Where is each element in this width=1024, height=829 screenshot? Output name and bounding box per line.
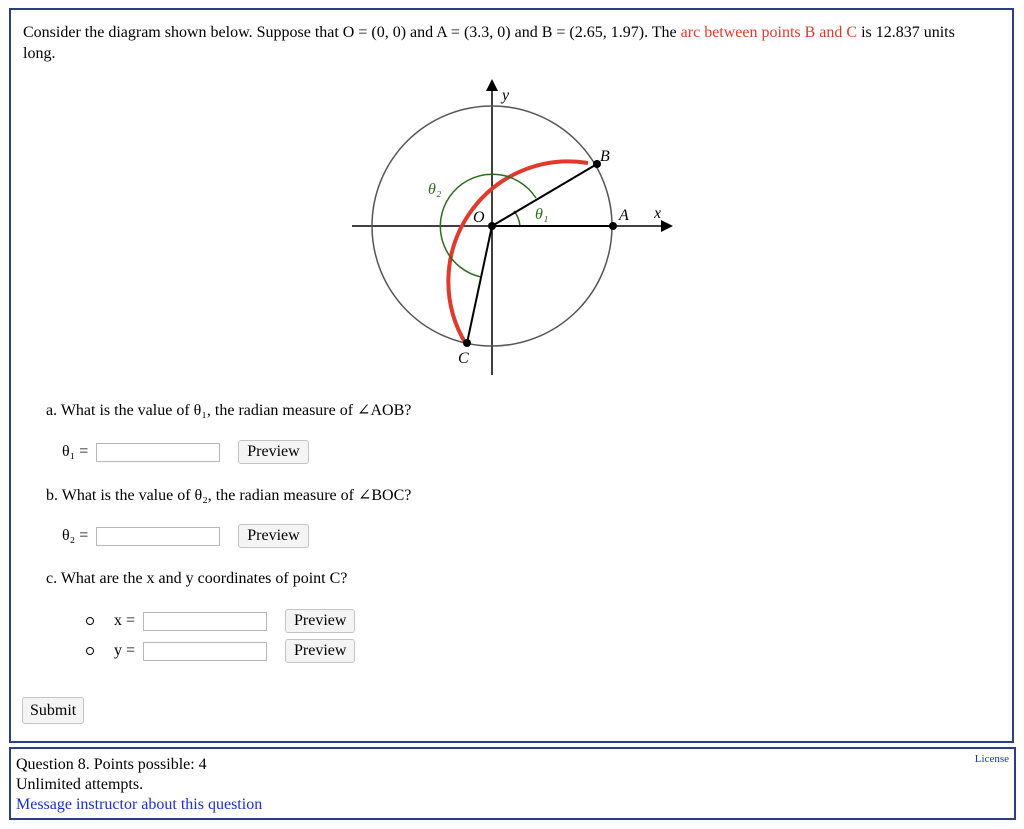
segment-oc bbox=[467, 226, 492, 343]
license-link[interactable]: License bbox=[974, 753, 1009, 765]
y-coordinate-input[interactable] bbox=[143, 642, 267, 661]
arc-b-c bbox=[448, 161, 588, 344]
submit-button[interactable]: Submit bbox=[22, 697, 84, 724]
question-info-panel bbox=[9, 747, 1016, 820]
point-a bbox=[609, 222, 617, 230]
preview-button-a[interactable]: Preview bbox=[238, 440, 308, 464]
bullet-icon bbox=[86, 647, 94, 655]
label-c: C bbox=[458, 350, 469, 367]
part-c-y-row bbox=[86, 639, 355, 663]
point-o bbox=[488, 222, 496, 230]
question-info bbox=[16, 755, 262, 815]
unit-circle-diagram bbox=[340, 72, 680, 382]
label-y: y bbox=[502, 87, 510, 104]
point-c bbox=[463, 339, 471, 347]
label-b: B bbox=[600, 148, 610, 165]
part-b-answer-row bbox=[62, 524, 309, 548]
attempts-info: Unlimited attempts. bbox=[16, 776, 144, 793]
preview-button-b[interactable]: Preview bbox=[238, 524, 308, 548]
part-a-answer-row bbox=[62, 440, 309, 464]
theta1-label: θ₁ = bbox=[62, 443, 89, 460]
intro-highlight: arc between points B and C bbox=[680, 24, 858, 41]
message-instructor-link[interactable]: Message instructor about this question bbox=[16, 796, 263, 813]
part-a-question: a. What is the value of θ₁, the radian measure of ∠AOB? bbox=[46, 402, 412, 419]
label-a: A bbox=[619, 207, 629, 224]
label-theta1: θ₁ bbox=[535, 206, 549, 223]
part-c-question: c. What are the x and y coordinates of point C? bbox=[46, 570, 348, 587]
bullet-icon bbox=[86, 617, 94, 625]
points-info: Question 8. Points possible: 4 bbox=[16, 756, 207, 773]
x-label: x = bbox=[114, 612, 136, 629]
label-theta2: θ₂ bbox=[428, 181, 442, 198]
intro-text-end: is 12.837 units long. bbox=[23, 24, 955, 62]
part-b-question: b. What is the value of θ₂, the radian measure of ∠BOC? bbox=[46, 487, 412, 504]
label-x: x bbox=[654, 205, 662, 222]
theta2-label: θ₂ = bbox=[62, 527, 89, 544]
x-coordinate-input[interactable] bbox=[143, 612, 267, 631]
label-o: O bbox=[473, 209, 485, 226]
theta1-input[interactable] bbox=[96, 443, 220, 462]
intro-text: Consider the diagram shown below. Suppose that O = (0, 0) and A = (3.3, 0) and B = (2.65, 1.97). The bbox=[23, 24, 681, 41]
question-intro bbox=[23, 22, 983, 64]
theta2-input[interactable] bbox=[96, 527, 220, 546]
preview-button-c-y[interactable]: Preview bbox=[285, 639, 355, 663]
preview-button-c-x[interactable]: Preview bbox=[285, 609, 355, 633]
part-c-x-row bbox=[86, 609, 355, 633]
y-label: y = bbox=[114, 642, 136, 659]
